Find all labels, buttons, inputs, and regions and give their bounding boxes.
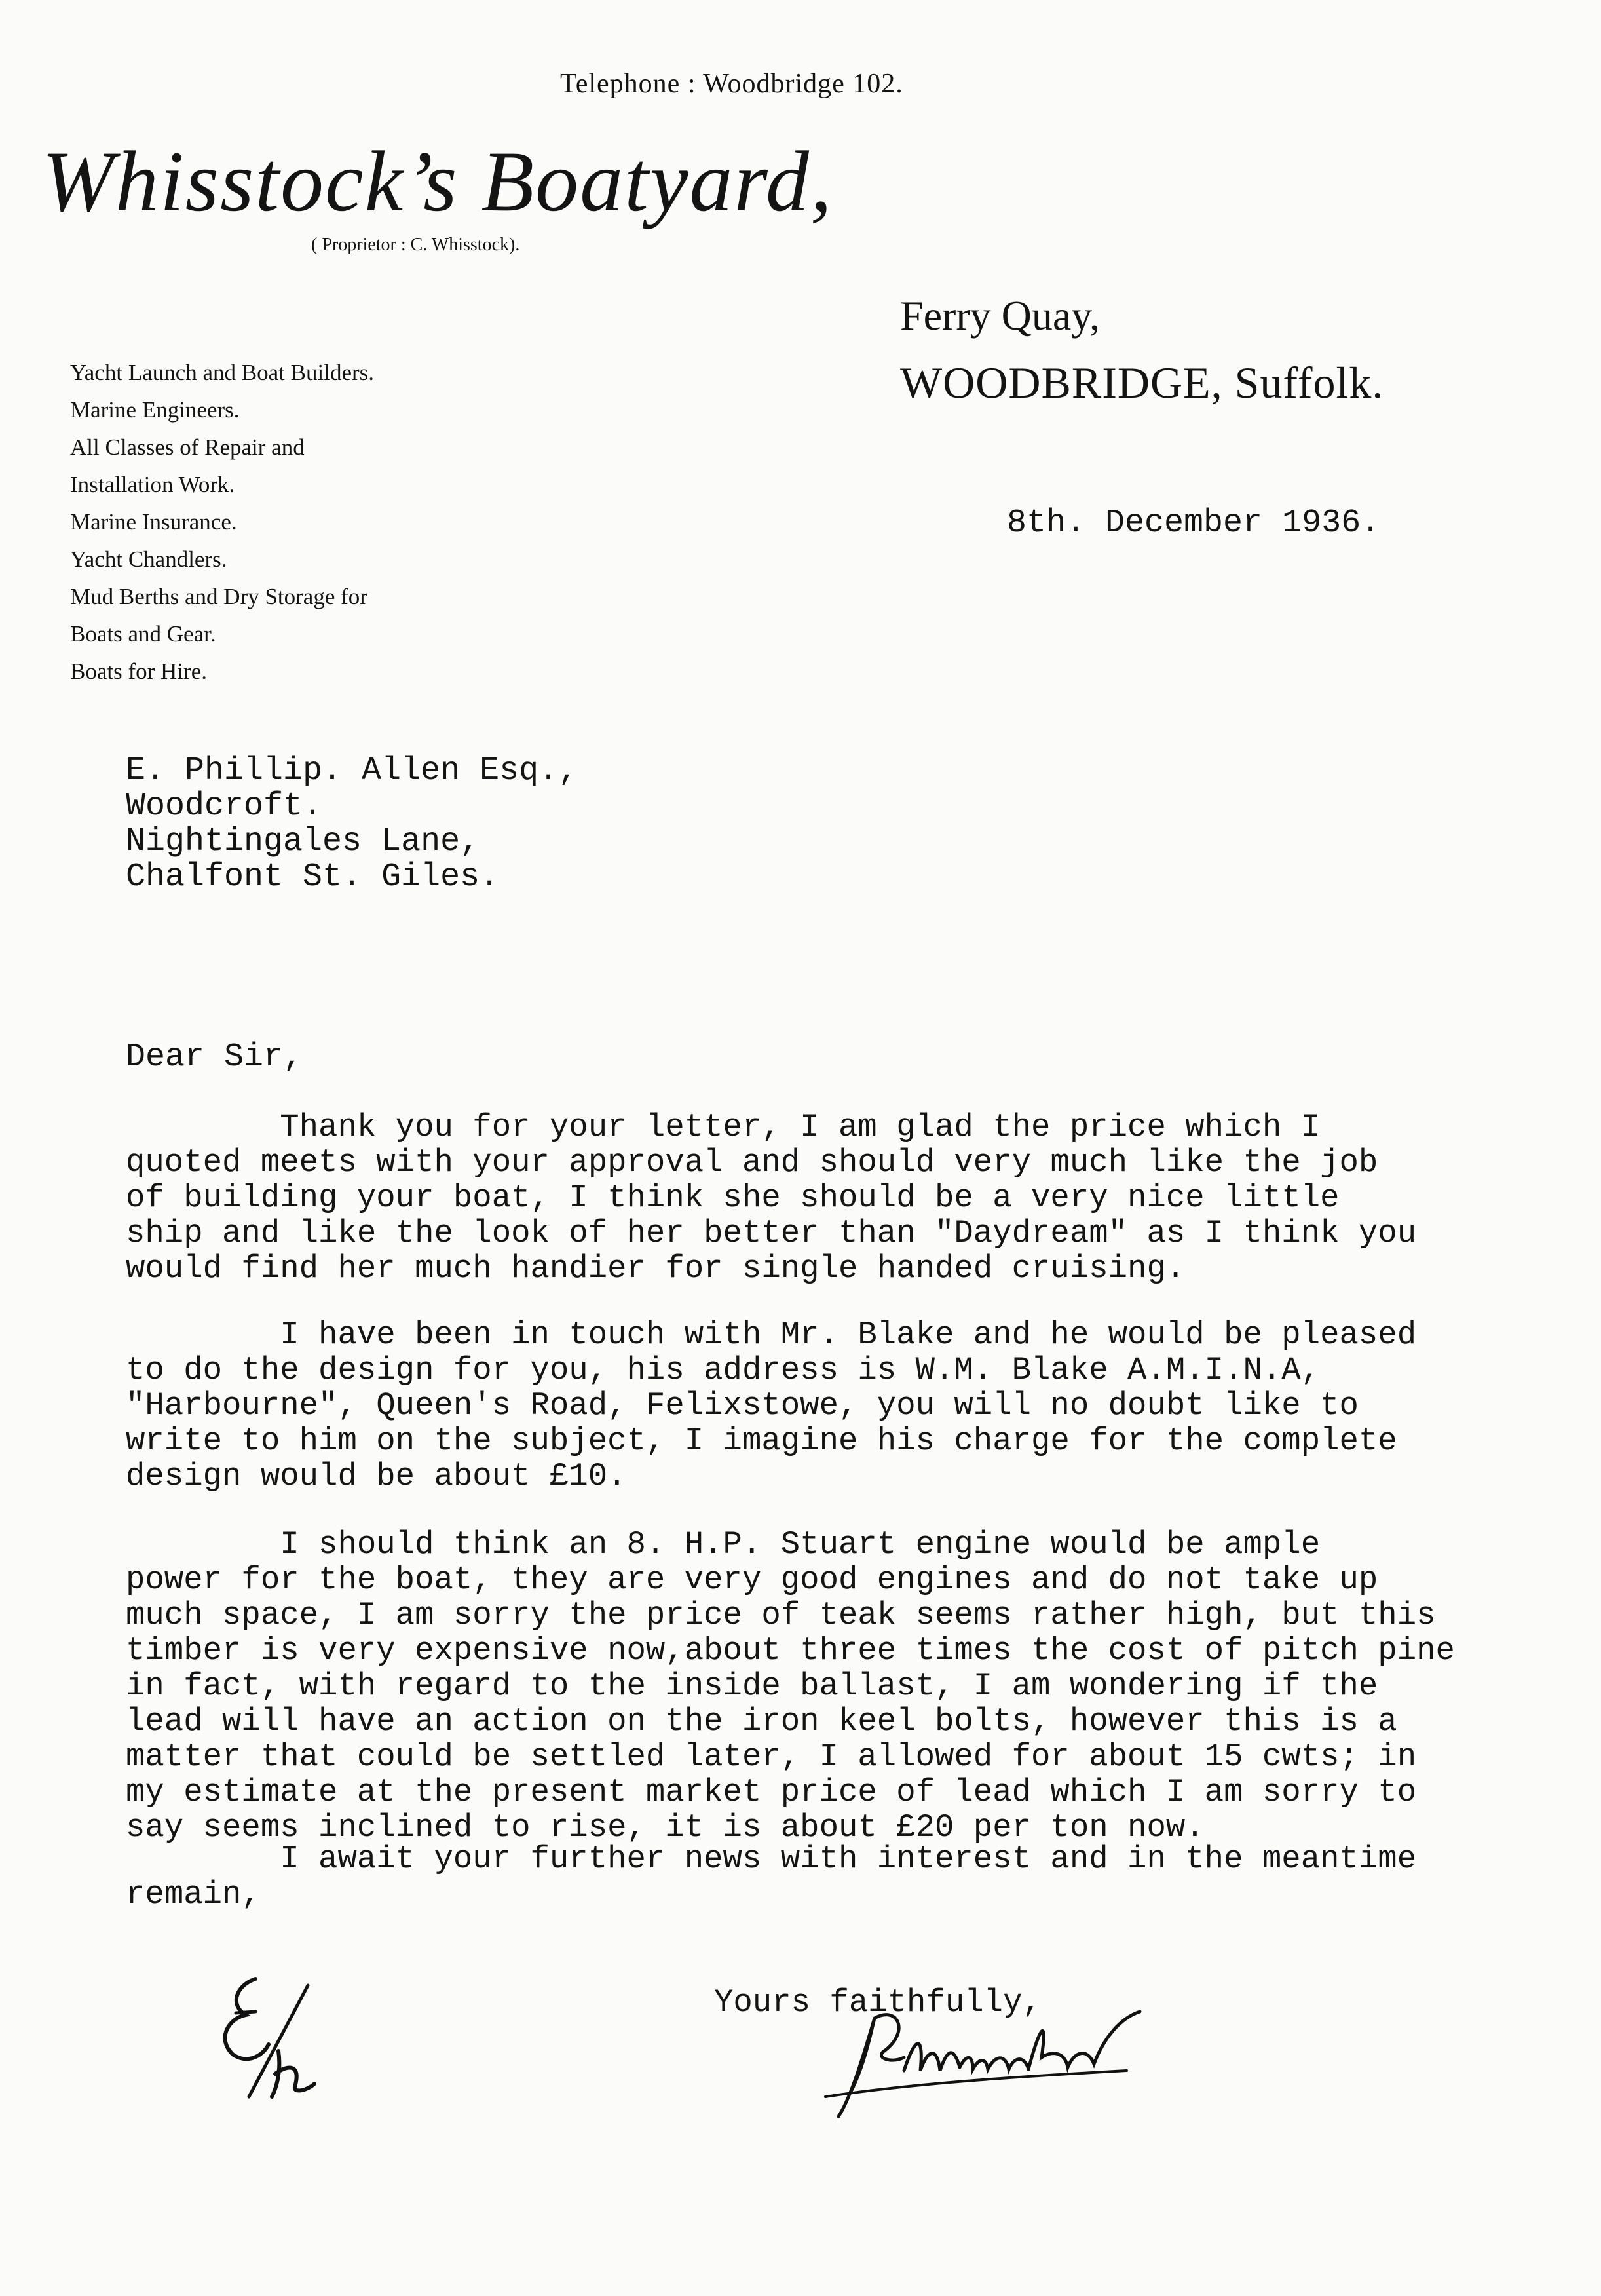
recipient-line: E. Phillip. Allen Esq., [126,752,578,790]
body-paragraph: I should think an 8. H.P. Stuart engine would be ample power for the boat, they are very good engines and do not take up much space, I am sorry the price of teak seems rather high, but this timber is very expensive now,about three times the cost of pitch pine in fact, with regard to the inside ballast, I am wondering if the lead will have an action on the iron keel bolts, however this is a matter that could be settled later, I allowed for about 15 cwts; in my estimate at the present market price of lead which I am sorry to say seems inclined to rise, it is about £20 per ton now. [126,1526,1455,1846]
telephone-line: Telephone : Woodbridge 102. [560,69,903,99]
company-name: Whisstock’s Boatyard, [42,133,833,229]
service-item: Yacht Chandlers. [70,546,227,572]
closing-phrase: Yours faithfully, [714,1984,1042,2021]
services-list [70,354,374,690]
proprietor-line: ( Proprietor : C. Whisstock). [311,235,520,255]
recipient-line: Chalfont St. Giles. [126,858,500,896]
handwritten-signature [812,1992,1153,2123]
service-item: Boats and Gear. [70,621,216,647]
body-paragraph: I await your further news with interest and in the meantime remain, [126,1841,1417,1913]
service-item: All Classes of Repair and [70,434,305,460]
service-item: Yacht Launch and Boat Builders. [70,360,375,385]
handwritten-initials [210,1966,334,2116]
recipient-line: Nightingales Lane, [126,823,480,860]
service-item: Mud Berths and Dry Storage for [70,584,367,609]
salutation: Dear Sir, [126,1039,303,1076]
service-item: Marine Insurance. [70,509,237,535]
address-line-2: WOODBRIDGE, Suffolk. [900,358,1384,408]
body-paragraph: I have been in touch with Mr. Blake and he would be pleased to do the design for you, his address is W.M. Blake A.M.I.N.A, "Harbourne", Queen's Road, Felixstowe, you will no doubt like to write to him on the subject, I imagine his charge for the complete design would be about £10. [126,1316,1417,1495]
recipient-line: Woodcroft. [126,788,323,825]
address-line-1: Ferry Quay, [900,292,1101,339]
letter-date: 8th. December 1936. [1007,505,1381,542]
service-item: Boats for Hire. [70,659,207,684]
service-item: Installation Work. [70,472,235,497]
service-item: Marine Engineers. [70,397,240,423]
recipient-address [126,754,578,895]
body-paragraph: Thank you for your letter, I am glad the price which I quoted meets with your approval and should very much like the job of building your boat, I think she should be a very nice little ship and like the look of her better than "Daydream" as I think you would find her much handier for single handed cruising. [126,1109,1417,1287]
